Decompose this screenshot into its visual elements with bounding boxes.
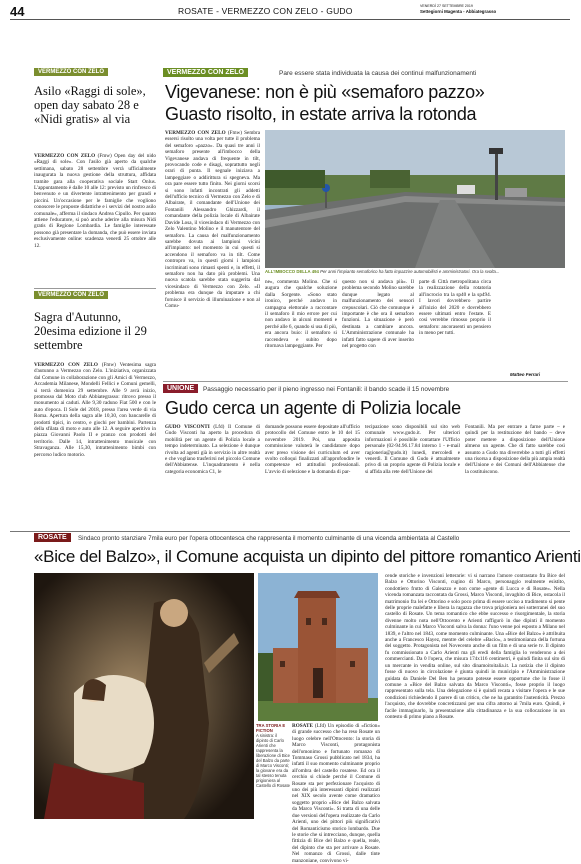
main-kicker: VERMEZZO CON ZELO <box>163 68 248 77</box>
left-body-text-1: (Fmw) Open day del nido «Raggi di sole». Con l'asilo già aperto da qualche settimana, sabato 28 settembre verrà ufficialmente inaugurata la nuova gestione della struttura, affidata tramite gara alla cooperativa sociale Start Onlus. L'appuntamento è dalle 10 alle 12: previsto un rinfresco di benvenuto e un divertente intrattenimento per grandi e piccini. Un'occasione per le famiglie che vogliono conoscere le proposte didattiche e i servizi del nostro asilo comunale», afferma il sindaco Andrea Cipullo. Per quanto attiene l'educatore, si può anche aderire alla misura Nidi gratis di Regione Lombardia. Le famiglie interessate possono già presentare la domanda, che può essere inviata esclusivamente online: scadenza venerdì 25 ottobre alle 12. <box>34 153 156 249</box>
main-byline: VERMEZZO CON ZELO <box>165 130 226 136</box>
rosate-caption <box>256 723 290 788</box>
left-body-text-2: (Fmw) Ventesima sagra d'autunno a Vermezzo con Zelo. L'iniziativa, organizzata dal Comune in collaborazione con gli Amici di Vermezzo, Accademia Milanese, Mondelli Fellici e Comuni gemelli, si terrà domenica 29 settembre. Alle 9 avrà inizio, promosso dal Moto club Abbiategrasso: ritrovo presso il monumento ai caduti. Alle 9,30 raduno Fiat 500 e con le auto d'epoca. Il Sole del 2018, presso l'area verde di via Roma. Apertura della sagra alle 10,30, con bancarelle di prodotti tipici, in centro, e giochi per bambini. Partenza della sfilata di moto e auto alle 12. A seguire aperitivo in piazza Giovanni Paolo II e pranzo con prodotti del territorio. Dalle 14, intrattenimento musicale con Stravaganza. Alle 15,30, intrattenimento bimbi con percorso ludico motorio. <box>34 362 156 458</box>
left-byline-2: VERMEZZO CON ZELO <box>34 362 98 368</box>
main-col-1-text: (Fmw) Sembra essersi risolto una volta per tutte il problema del semaforo «pazzo». Da quasi tre anni il semaforo presente all'imbocco della Vigevanese andava di frequente in tilt, provocando code e disagi, soprattutto negli orari di punta. Il segnale iniziava a lampeggiare o addirittura si spegneva. Ma ora pare essere tutto finito. Nei giorni scorsi si sono infatti incontrati gli addetti dell'ufficio tecnico di Vermezzo con Zelo e di Albairate, il comandante dell'Unione dei Fontanili Alessandro Ghizzardi, il comandante della polizia locale di Albairate Davide Losa, il vicesindaco di Vermezzo con Zelo Valentino Molino e il manutentore del semaforo. La causa del malfunzionamento sarebbe dovuta ai lampioni vicini all'impianto: nel momento in cui questi si accendono il semaforo va in tilt. Come contropro va, in questi giorni i lampioni incriminati sono rimasti spenti e, in effetti, il semaforo non ha dato più problemi. Una nuova scatola sarebbe stata suggerita dal vicesindaco di Vermezzo con Zelo. «Il problema era dunque da imputare a chi fornisce il servizio di illuminazione e non al Comu- <box>165 130 260 309</box>
left-body-2 <box>34 362 156 458</box>
rosate-caption-label: TRA STORIA E FICTION <box>256 723 286 733</box>
main-bottom-rule <box>163 381 568 382</box>
left-title-1: Asilo «Raggi di sole», open day sabato 28 e «Nidi gratis» al via <box>34 84 146 126</box>
unione-bottom-rule <box>10 531 570 532</box>
main-photo <box>265 130 565 268</box>
castle-illustration <box>258 573 378 721</box>
main-col-3: questo non si andava più». Il problema secondo Molino sarebbe dunque legato al malfunzionamento dei sensori crepuscolari. Ciò che comunque è importante è che ora il semaforo funzioni. La situazione è però destinata a cambiare ancora. L'Amministrazione comunale ha infatti fatto sapere di aver inserito nel progetto con <box>342 279 414 350</box>
left-body-1 <box>34 153 156 265</box>
unione-title: Gudo cerca un agente di Polizia locale <box>165 398 461 418</box>
left-kicker-2: VERMEZZO CON ZELO <box>34 291 108 299</box>
left-byline-1: VERMEZZO CON ZELO <box>34 153 96 159</box>
unione-col-1-text: (Lfd) Il Comune di Gudo Visconti ha aperto la procedura di mobilità per un agente di Polizia locale a tempo indeterminato. La selezione è dunque rivolta ad agenti già in servizio in altre realtà e che vogliano trasferirsi nel piccolo Comune dell'Abbiatense. L'inquadramento è nella categoria economica C1, le <box>165 424 261 475</box>
unione-col-2: domande possono essere depositate all'ufficio protocollo del Comune entro le 10 del 15 novembre 2019. Poi, una apposita commissione valuterà le candidature dopo aver preso visione dei curriculum ed aver svolto colloqui finalizzati all'approfondire le competenze ed attitudini professionali. L'avvio di selezione e la domanda di par- <box>265 424 360 475</box>
header-date: VENERDÌ 27 SETTEMBRE 2019 <box>420 4 473 8</box>
header-rule <box>10 19 570 20</box>
main-author: Matteo Ferrari <box>510 372 541 377</box>
main-col-2: ne», commenta Molino. Che si augura che qualche soluzione dalla Sorgente. «Sono stato ironico, perché andavo in campagna elettorale a raccontare il semaforo il mio errore per cui non andavo in alcuni momenti e perché alle 6, quando si usa di più, era ancora buio: il semaforo si raccendeva e subito dopo ritornava lampeggiante. Per <box>265 279 337 350</box>
unione-byline: GUDO VISCONTI <box>165 424 210 430</box>
painting-illustration <box>34 573 254 819</box>
rosate-deck: Sindaco pronto stanziare 7mila euro per l'opera ottocentesca che rappresenta il momento culminante di una vicenda ambientata al Castello <box>78 535 460 542</box>
rosate-kicker: ROSATE <box>34 533 71 542</box>
painting-image <box>34 573 254 819</box>
unione-deck: Passaggio necessario per il pieno ingresso nei Fontanili: il bando scade il 15 novembre <box>203 386 450 393</box>
rosate-caption-text: A sinistra: il dipinto di Carlo Arienti che rappresenta la liberazione di Bice del Balzo da parte di Marco Visconti; la giovane era da tal stesso tenuta prigioniera al Castello di Rosate <box>256 733 290 788</box>
header-publication: Settegiorni Magenta - Abbiategrasso <box>420 9 497 14</box>
page-number: 44 <box>10 4 25 19</box>
unione-col-4: Fontanili. Ma per entrare a farne parte – e quindi per la restituzione del bando – deve poter mettere a disposizione dell'Unione almeno un agente. Che di fatto sarebbe così assunto a Gudo ma diverrebbe a tutti gli effetti una risorsa a disposizione della più ampia realtà dell'Unione e dei Comuni dell'Abbiatense che la costituiscono. <box>465 424 565 475</box>
castle-photo <box>258 573 378 721</box>
unione-col-1 <box>165 424 260 524</box>
left-kicker-1: VERMEZZO CON ZELO <box>34 68 108 76</box>
rosate-col-2: cende storiche e invenzioni letterarie: vi si narrano l'amore contrastato fra Bice del Balzo e Ottorino Visconti, cugino di Marco, personaggio realmente esistito, condottiero frutto di Galeazzo e non come «gente di Lucca e di Rosate». Nella vicenda romanzata raccontata da Grossi, Marco Visconti, invaghito di Bice, ostacola il matrimonio fra lei e Ottorino e solo poco prima di essere ucciso a tradimento si pente delle proprie malefatte e libera la ragazza che trova prigioniera nei sotterranei del suo castello di Rosate. Un tema romantico che ebbe successo e risorgimentale, la storia divenne molto nota nell'Ottocento e Arienti raffigurò in due dipinti il momento culminante in cui Marco Visconti salva la donna: l'uno venne poi esposto a Milano nel 1839, e l'altro nel 1843, come momento culminante. Una «Bice del Balzo» è attribuita anche a Francesco Hayez, mentre del celebre «Bacio», a testimonianza della fortuna del soggetto. Protagonista nel Novecento anche di un film e di una serie tv. Il dipinto fu commissionato a Carlo Arienti ma gli eredi della famiglia lo venderono a dei commercianti. Da 0 l'opera, che misura 174x116 centimetri, è quindi finita sul sito di un mercante in vendita online, sul sito dinamoitoitalia.it. La notizia che il dipinto fosse di nuovo in circolazione è giunta quindi in municipio e l'Amministrazione guidata da Daniele Del Ben ha pensato potesse essere opportune che lo fosse il comune a «Bice del Balzo salvata da Marco Visconti», fosse proprio il luogo rappresentato sulla tela. Una delegazione si è quindi recata a visitare l'opera e le sue condizioni richiedendo il parere di un critico, che ne ha garantito l'autenticità. Prezzo l'acquisto, che dovrebbe concretizzarsi per una cifra attorno ai 7mila euro. Quindi, è facile immaginarlo, la presentazione alla cittadinanza e la sua collocazione in un contesto di primo piano a Rosate. <box>385 573 565 720</box>
main-col-4: parte di Città metropolitana circa la realizzazione della rotatoria all'incrocio tra la sp40 e la sp494. I lavori dovrebbero partire all'inizio del 2020 e dovrebbero essere ultimati entro l'estate. E così verrebbe rimosso proprio il semaforo: ancorasenti un pensiero in meno per tutti. <box>419 279 491 337</box>
main-deck: Pare essere stata individuata la causa dei continui malfunzionamenti <box>279 70 477 77</box>
left-rule <box>34 288 156 289</box>
rosate-title: «Bice del Balzo», il Comune acquista un dipinto del pittore romantico Arienti <box>34 547 581 566</box>
main-title-line-1: Vigevanese: non è più «semaforo pazzo» <box>165 82 485 102</box>
main-title-line-2: Guasto risolto, in estate arriva la rotonda <box>165 104 477 124</box>
unione-col-3: tecipazione sono disponibili sul sito web comunale www.gudo.it. Per ulteriori informazioni è possibile contattare l'Ufficio personale (02-94.96.17.84 interno 1 - e-mail ragioneria@gudo.it) lunedì, mercoledì e venerdì. Il Comune di Gudo è attualmente privo di un proprio agente di Polizia locale e si affida alla rete dell'Unione dei <box>365 424 460 475</box>
road-photo-illustration <box>265 130 565 268</box>
main-photo-caption-label: ALL'IMBOCCO DELLA 494 <box>265 269 319 274</box>
unione-kicker: UNIONE <box>163 384 198 393</box>
section-header: ROSATE - VERMEZZO CON ZELO - GUDO <box>178 6 353 16</box>
rosate-col-1 <box>292 723 380 864</box>
main-col-1 <box>165 130 260 370</box>
main-photo-caption <box>265 269 565 274</box>
rosate-col-1-text: (Lfd) Un episodio di «fiction» di grande successo che ha reso Rosate un luogo celebre nell'Ottocento: la storia di Marco Visconti, protagonista dell'omonimo e fortunato romanzo di Tommaso Grossi pubblicato nel 1834, ha infatti il suo momento culminante proprio all'ombra del castello rosatese. Ed ora il cerchio si chiude perché il Comune di Rosate sta per perfezionare l'acquisto di uno dei più interessanti dipinti realizzati nel XIX secolo avente come dramatico soggetto proprio «Bice del Balzo salvata da Marco Visconti». Si tratta di una delle due versioni dell'opera realizzate da Carlo Arienti, uno dei pittori più significativi del Romanticismo storico lombardo. Due le storie che si intrecciano, dunque, quella fittizia di Bice del Balzo e quella, reale, del dipinto che sta per arrivare a Rosate. Nel romanzo di Grossi, dalle tinte manzoniane, convivono vi- <box>292 723 380 864</box>
rosate-byline: ROSATE <box>292 723 313 729</box>
left-title-2: Sagra d'Autunno, 20esima edizione il 29 settembre <box>34 310 147 352</box>
main-photo-caption-text: Per anni l'impianto semaforico ha fatto impazzire automobilisti e amministratori. Ora la svolta... <box>320 269 500 274</box>
